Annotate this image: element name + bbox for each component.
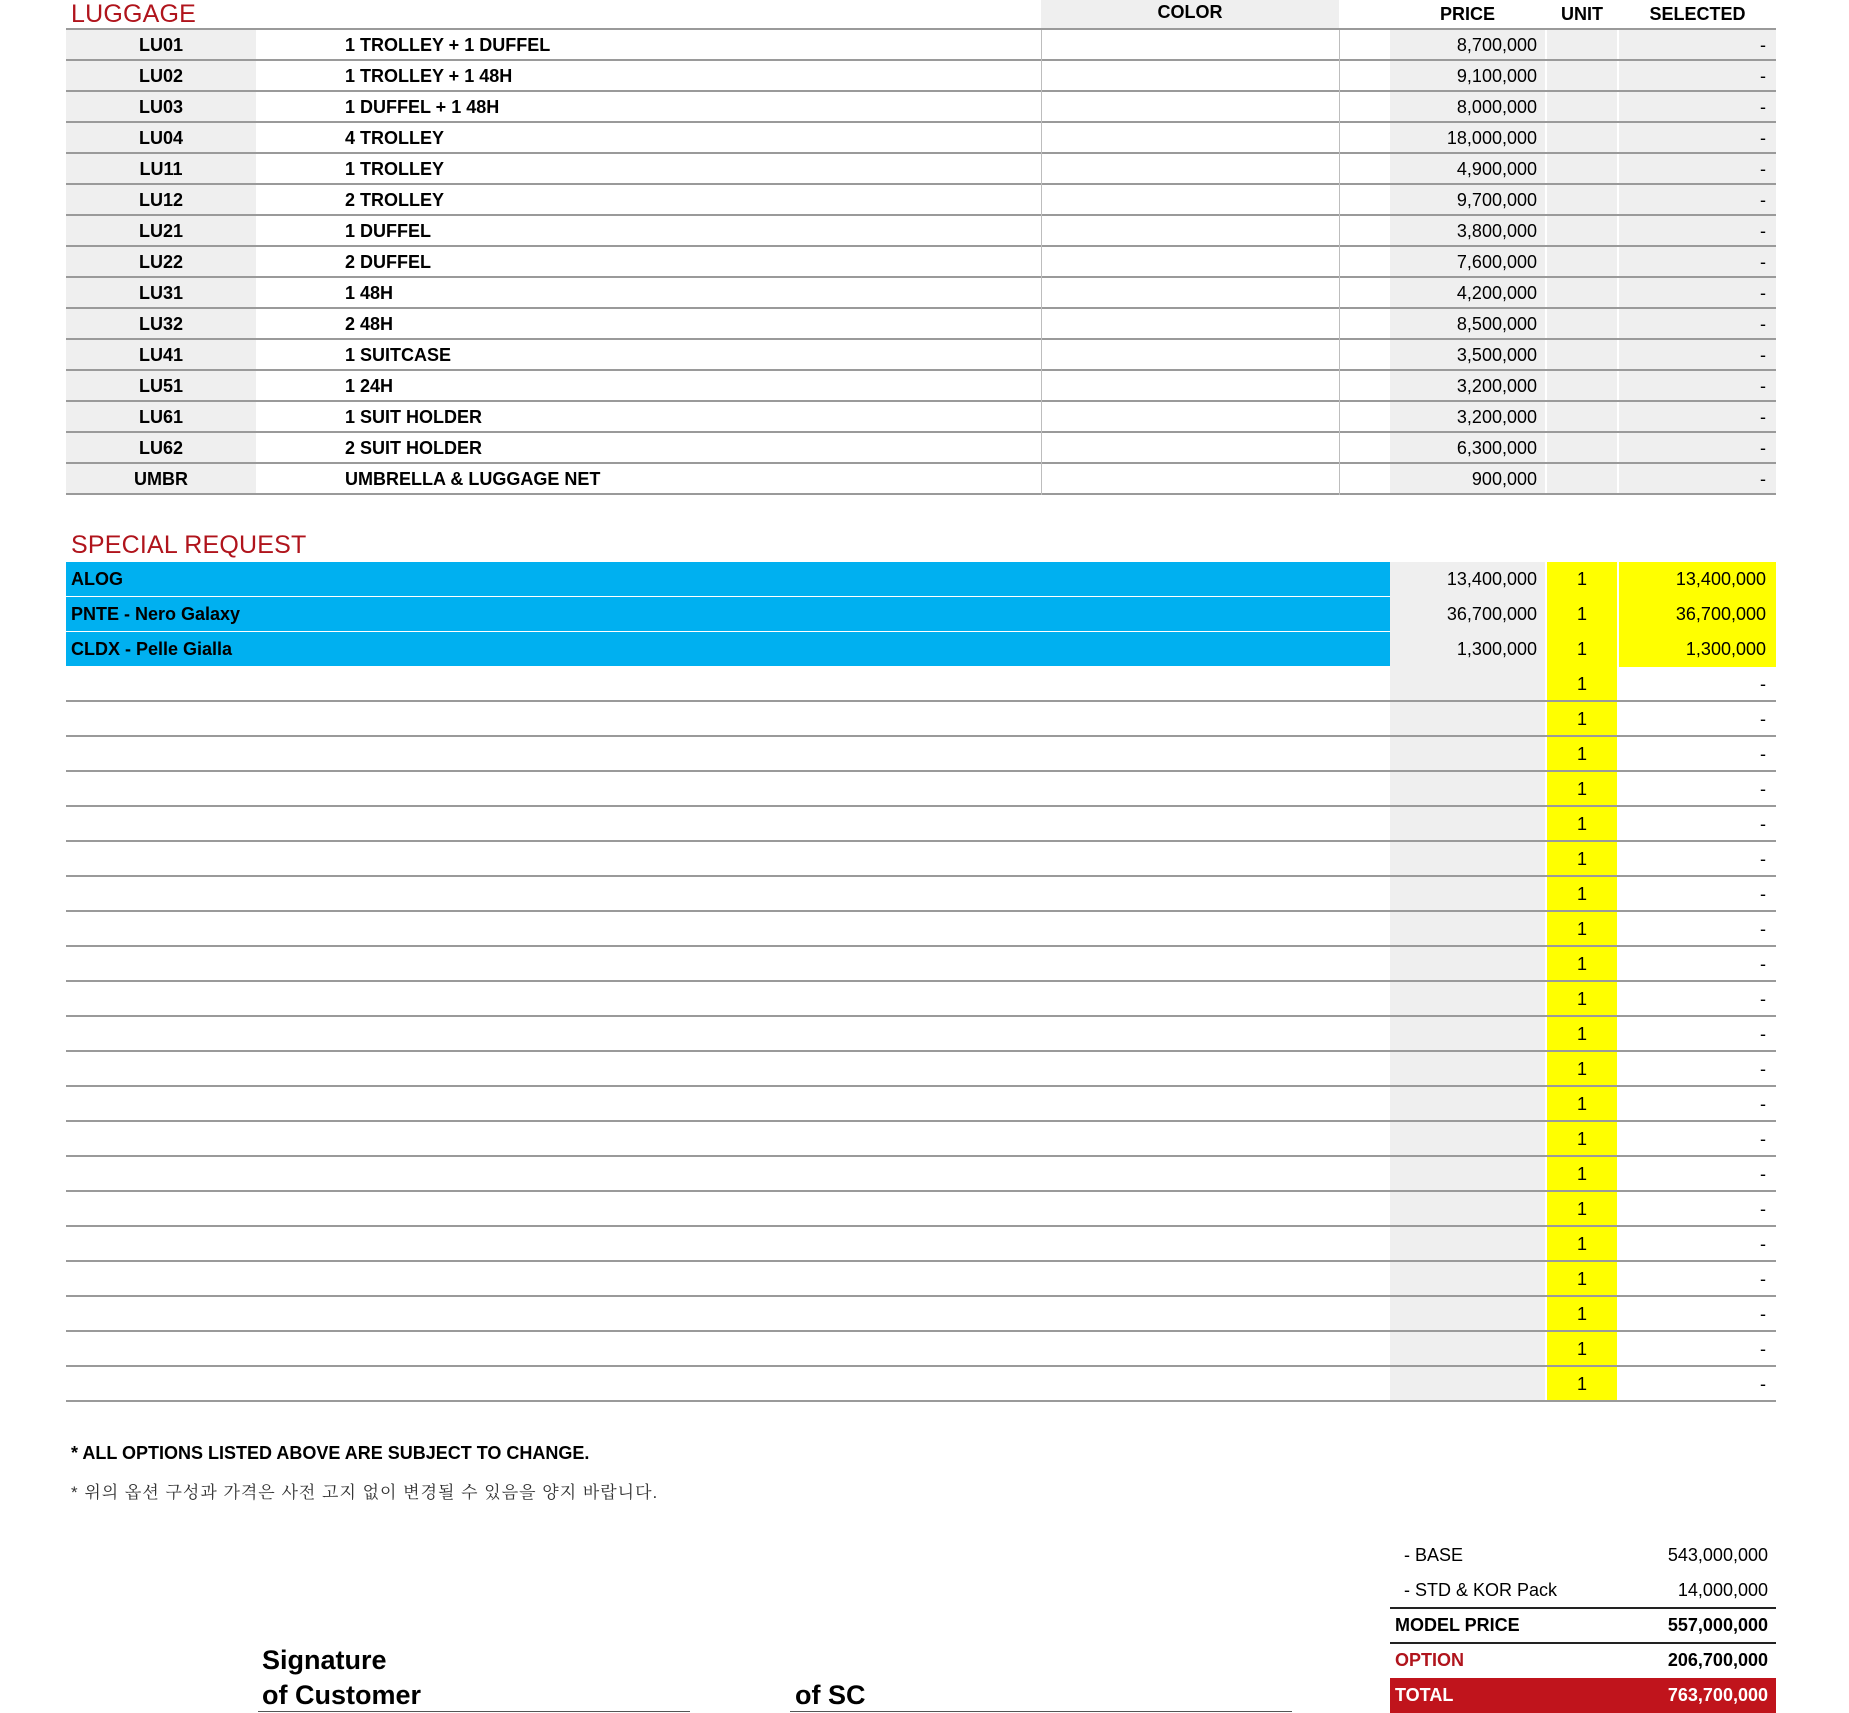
special-request-empty-price-cell <box>1390 1157 1545 1192</box>
special-request-empty-price-cell <box>1390 1122 1545 1157</box>
luggage-price-cell: 9,100,000 <box>1390 61 1545 92</box>
luggage-unit-cell <box>1547 185 1617 216</box>
special-request-unit-cell: 1 <box>1547 667 1617 702</box>
special-request-selected-cell: - <box>1760 1304 1766 1324</box>
special-request-selected-cell: - <box>1760 1269 1766 1289</box>
special-request-empty-price-cell <box>1390 912 1545 947</box>
luggage-unit-cell <box>1547 154 1617 185</box>
special-request-unit-cell: 1 <box>1547 702 1617 737</box>
special-request-empty-price-cell <box>1390 1087 1545 1122</box>
special-request-description-cell: ALOG <box>66 562 1390 596</box>
special-request-empty-price-cell <box>1390 947 1545 982</box>
luggage-header-divider <box>66 28 1776 30</box>
special-request-unit-cell: 1 <box>1547 1157 1617 1192</box>
special-request-price-cell: 13,400,000 <box>1390 562 1545 597</box>
luggage-description-cell: 1 DUFFEL <box>345 221 432 241</box>
special-request-unit-cell: 1 <box>1547 1017 1617 1052</box>
special-request-unit-cell: 1 <box>1547 947 1617 982</box>
luggage-price-cell: 8,700,000 <box>1390 30 1545 61</box>
luggage-code-cell: LU03 <box>66 92 256 123</box>
luggage-description-cell: 2 SUIT HOLDER <box>345 438 483 458</box>
luggage-description-cell: 1 TROLLEY <box>345 159 445 179</box>
luggage-selected-cell: - <box>1619 247 1776 278</box>
special-request-selected-cell: - <box>1760 1234 1766 1254</box>
luggage-selected-cell: - <box>1619 309 1776 340</box>
color-column-left-border <box>1041 30 1042 495</box>
customer-signature-label-line2: of Customer <box>262 1680 422 1710</box>
special-request-selected-cell: - <box>1760 919 1766 939</box>
special-request-unit-cell: 1 <box>1547 772 1617 807</box>
sc-signature-label: of SC <box>795 1680 866 1710</box>
selected-column-header: SELECTED <box>1649 4 1746 24</box>
luggage-selected-cell: - <box>1619 371 1776 402</box>
customer-signature-label-line1: Signature <box>262 1645 387 1675</box>
special-request-unit-cell: 1 <box>1547 597 1617 632</box>
special-request-description-cell: PNTE - Nero Galaxy <box>66 597 1390 631</box>
luggage-selected-cell: - <box>1619 92 1776 123</box>
special-request-unit-cell: 1 <box>1547 912 1617 947</box>
special-request-empty-price-cell <box>1390 842 1545 877</box>
base-value: 543,000,000 <box>1667 1545 1768 1565</box>
luggage-unit-cell <box>1547 92 1617 123</box>
luggage-code-cell: LU51 <box>66 371 256 402</box>
special-request-price-cell: 1,300,000 <box>1390 632 1545 667</box>
change-notice-korean: * 위의 옵션 구성과 가격은 사전 고지 없이 변경될 수 있음을 양지 바랍니다. <box>71 1483 659 1502</box>
special-request-description-cell: CLDX - Pelle Gialla <box>66 632 1390 666</box>
luggage-unit-cell <box>1547 433 1617 464</box>
special-request-selected-cell: - <box>1760 989 1766 1009</box>
special-request-selected-cell: - <box>1760 1199 1766 1219</box>
luggage-unit-cell <box>1547 30 1617 61</box>
special-request-unit-cell: 1 <box>1547 1087 1617 1122</box>
luggage-price-cell: 3,500,000 <box>1390 340 1545 371</box>
special-request-selected-cell: 36,700,000 <box>1619 597 1776 632</box>
luggage-code-cell: LU11 <box>66 154 256 185</box>
model-price-divider <box>1390 1607 1776 1609</box>
special-request-unit-cell: 1 <box>1547 1262 1617 1297</box>
luggage-selected-cell: - <box>1619 433 1776 464</box>
total-label: TOTAL <box>1395 1685 1454 1705</box>
special-request-empty-price-cell <box>1390 1367 1545 1402</box>
color-column-right-border <box>1339 30 1340 495</box>
luggage-price-cell: 3,200,000 <box>1390 402 1545 433</box>
base-label: - BASE <box>1404 1545 1464 1565</box>
luggage-unit-cell <box>1547 371 1617 402</box>
special-request-empty-price-cell <box>1390 667 1545 702</box>
luggage-selected-cell: - <box>1619 61 1776 92</box>
luggage-section-title: LUGGAGE <box>71 0 197 28</box>
luggage-unit-cell <box>1547 61 1617 92</box>
special-request-unit-cell: 1 <box>1547 1332 1617 1367</box>
special-request-selected-cell: - <box>1760 779 1766 799</box>
special-request-empty-price-cell <box>1390 702 1545 737</box>
special-request-selected-cell: - <box>1760 884 1766 904</box>
std-kor-pack-label: - STD & KOR Pack <box>1404 1580 1558 1600</box>
luggage-description-cell: 1 TROLLEY + 1 48H <box>345 66 513 86</box>
luggage-price-cell: 8,000,000 <box>1390 92 1545 123</box>
special-request-selected-cell: - <box>1760 849 1766 869</box>
color-column-header: COLOR <box>1157 2 1223 22</box>
luggage-unit-cell <box>1547 216 1617 247</box>
special-request-row-divider <box>66 1400 1776 1402</box>
luggage-price-cell: 4,900,000 <box>1390 154 1545 185</box>
luggage-code-cell: LU31 <box>66 278 256 309</box>
special-request-empty-price-cell <box>1390 1052 1545 1087</box>
luggage-price-cell: 18,000,000 <box>1390 123 1545 154</box>
special-request-selected-cell: - <box>1760 1339 1766 1359</box>
luggage-unit-cell <box>1547 278 1617 309</box>
luggage-selected-cell: - <box>1619 340 1776 371</box>
luggage-unit-cell <box>1547 123 1617 154</box>
luggage-price-cell: 9,700,000 <box>1390 185 1545 216</box>
luggage-row-divider <box>66 493 1776 495</box>
luggage-selected-cell: - <box>1619 185 1776 216</box>
special-request-empty-price-cell <box>1390 1227 1545 1262</box>
luggage-selected-cell: - <box>1619 216 1776 247</box>
luggage-price-cell: 3,800,000 <box>1390 216 1545 247</box>
luggage-description-cell: 4 TROLLEY <box>345 128 445 148</box>
change-notice-english: * ALL OPTIONS LISTED ABOVE ARE SUBJECT TO CHANGE. <box>71 1443 590 1463</box>
special-request-unit-cell: 1 <box>1547 1227 1617 1262</box>
special-request-unit-cell: 1 <box>1547 737 1617 772</box>
luggage-description-cell: 2 TROLLEY <box>345 190 445 210</box>
special-request-empty-price-cell <box>1390 807 1545 842</box>
special-request-empty-price-cell <box>1390 1262 1545 1297</box>
model-price-label: MODEL PRICE <box>1395 1615 1520 1635</box>
special-request-unit-cell: 1 <box>1547 1297 1617 1332</box>
special-request-selected-cell: - <box>1760 954 1766 974</box>
special-request-selected-cell: - <box>1760 1059 1766 1079</box>
special-request-unit-cell: 1 <box>1547 807 1617 842</box>
special-request-selected-cell: - <box>1760 674 1766 694</box>
luggage-selected-cell: - <box>1619 123 1776 154</box>
luggage-price-cell: 8,500,000 <box>1390 309 1545 340</box>
special-request-price-cell: 36,700,000 <box>1390 597 1545 632</box>
luggage-code-cell: LU12 <box>66 185 256 216</box>
unit-column-header: UNIT <box>1561 4 1603 24</box>
luggage-price-cell: 7,600,000 <box>1390 247 1545 278</box>
luggage-description-cell: 2 DUFFEL <box>345 252 432 272</box>
special-request-selected-cell: 13,400,000 <box>1619 562 1776 597</box>
luggage-selected-cell: - <box>1619 278 1776 309</box>
luggage-code-cell: LU04 <box>66 123 256 154</box>
special-request-unit-cell: 1 <box>1547 1367 1617 1402</box>
special-request-selected-cell: - <box>1760 1129 1766 1149</box>
luggage-code-cell: LU02 <box>66 61 256 92</box>
luggage-description-cell: 1 SUIT HOLDER <box>345 407 483 427</box>
luggage-unit-cell <box>1547 340 1617 371</box>
sc-signature-line <box>790 1711 1292 1712</box>
luggage-code-cell: LU41 <box>66 340 256 371</box>
special-request-unit-cell: 1 <box>1547 1052 1617 1087</box>
luggage-selected-cell: - <box>1619 402 1776 433</box>
luggage-price-cell: 6,300,000 <box>1390 433 1545 464</box>
luggage-description-cell: 1 SUITCASE <box>345 345 452 365</box>
special-request-empty-price-cell <box>1390 1297 1545 1332</box>
luggage-description-cell: 1 TROLLEY + 1 DUFFEL <box>345 35 551 55</box>
special-request-selected-cell: - <box>1760 814 1766 834</box>
special-request-unit-cell: 1 <box>1547 877 1617 912</box>
luggage-code-cell: LU32 <box>66 309 256 340</box>
special-request-empty-price-cell <box>1390 737 1545 772</box>
customer-signature-line <box>258 1711 690 1712</box>
special-request-section-title: SPECIAL REQUEST <box>71 531 307 559</box>
special-request-selected-cell: - <box>1760 709 1766 729</box>
luggage-description-cell: 1 24H <box>345 376 394 396</box>
luggage-code-cell: UMBR <box>66 464 256 495</box>
special-request-unit-cell: 1 <box>1547 632 1617 667</box>
option-value: 206,700,000 <box>1667 1650 1768 1670</box>
special-request-unit-cell: 1 <box>1547 562 1617 597</box>
special-request-empty-price-cell <box>1390 1332 1545 1367</box>
luggage-description-cell: 2 48H <box>345 314 394 334</box>
special-request-selected-cell: - <box>1760 1024 1766 1044</box>
luggage-selected-cell: - <box>1619 154 1776 185</box>
luggage-unit-cell <box>1547 464 1617 495</box>
luggage-unit-cell <box>1547 309 1617 340</box>
total-value: 763,700,000 <box>1667 1685 1768 1705</box>
luggage-description-cell: 1 DUFFEL + 1 48H <box>345 97 500 117</box>
special-request-selected-cell: - <box>1760 1374 1766 1394</box>
luggage-code-cell: LU61 <box>66 402 256 433</box>
special-request-empty-price-cell <box>1390 982 1545 1017</box>
special-request-selected-cell: - <box>1760 1094 1766 1114</box>
special-request-empty-price-cell <box>1390 1017 1545 1052</box>
option-label: OPTION <box>1395 1650 1465 1670</box>
luggage-code-cell: LU21 <box>66 216 256 247</box>
luggage-unit-cell <box>1547 247 1617 278</box>
special-request-unit-cell: 1 <box>1547 842 1617 877</box>
model-price-value: 557,000,000 <box>1667 1615 1768 1635</box>
luggage-selected-cell: - <box>1619 464 1776 495</box>
luggage-description-cell: UMBRELLA & LUGGAGE NET <box>345 469 601 489</box>
luggage-price-cell: 3,200,000 <box>1390 371 1545 402</box>
luggage-code-cell: LU22 <box>66 247 256 278</box>
special-request-empty-price-cell <box>1390 1192 1545 1227</box>
special-request-selected-cell: - <box>1760 744 1766 764</box>
luggage-description-cell: 1 48H <box>345 283 394 303</box>
luggage-unit-cell <box>1547 402 1617 433</box>
special-request-unit-cell: 1 <box>1547 1192 1617 1227</box>
special-request-unit-cell: 1 <box>1547 1122 1617 1157</box>
luggage-price-cell: 4,200,000 <box>1390 278 1545 309</box>
luggage-price-cell: 900,000 <box>1390 464 1545 495</box>
std-kor-pack-value: 14,000,000 <box>1677 1580 1768 1600</box>
special-request-unit-cell: 1 <box>1547 982 1617 1017</box>
luggage-selected-cell: - <box>1619 30 1776 61</box>
option-divider <box>1390 1642 1776 1644</box>
luggage-code-cell: LU01 <box>66 30 256 61</box>
special-request-selected-cell: - <box>1760 1164 1766 1184</box>
special-request-empty-price-cell <box>1390 772 1545 807</box>
luggage-code-cell: LU62 <box>66 433 256 464</box>
price-column-header: PRICE <box>1439 4 1495 24</box>
special-request-selected-cell: 1,300,000 <box>1619 632 1776 667</box>
special-request-empty-price-cell <box>1390 877 1545 912</box>
